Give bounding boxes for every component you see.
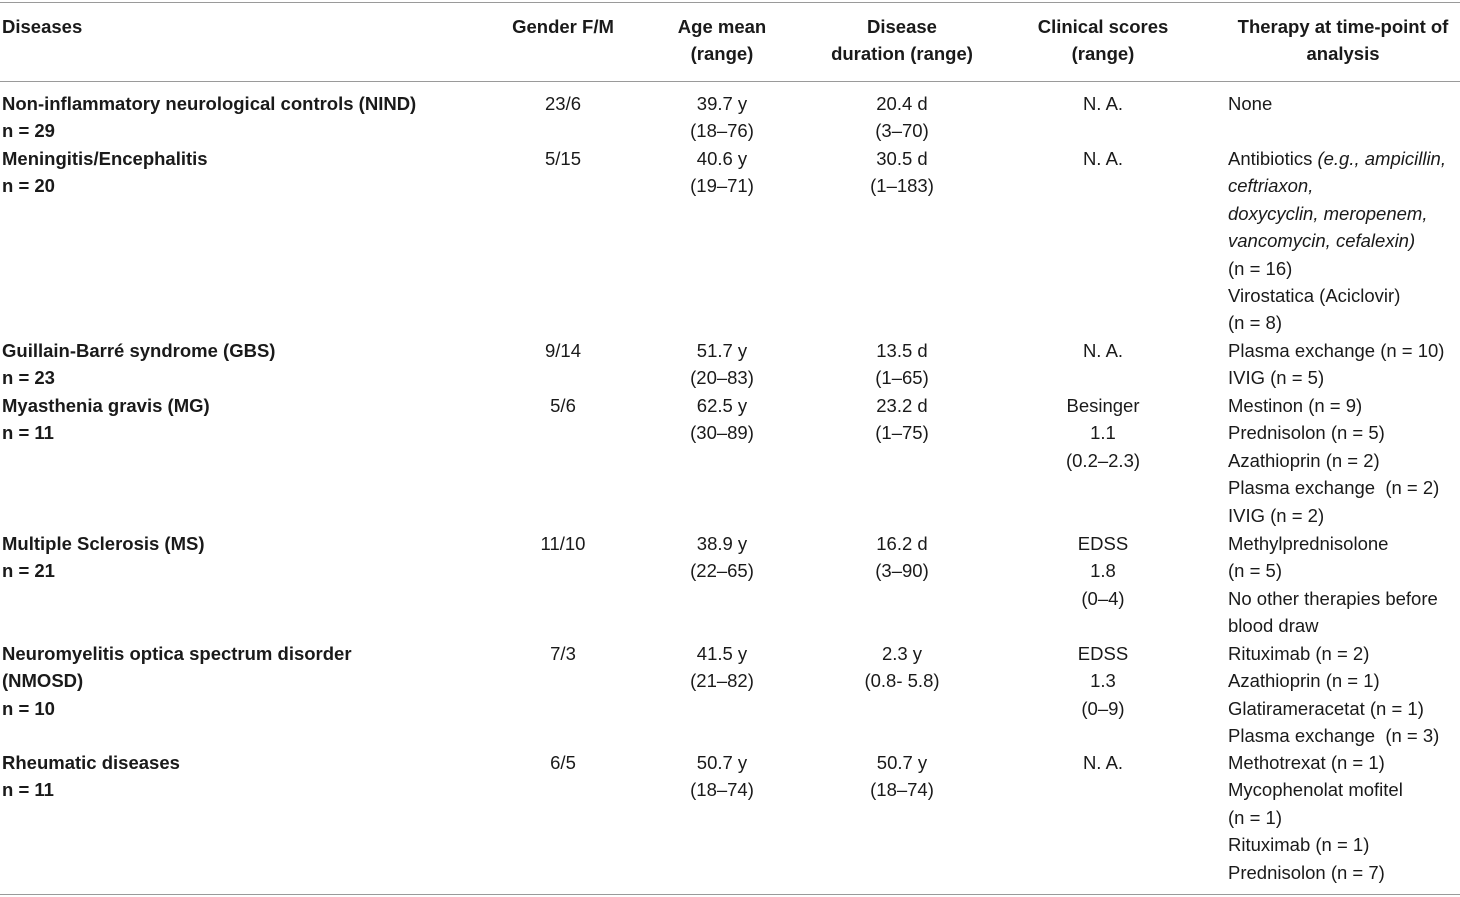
row-rheumatic-therapy: Methotrexat (n = 1) Mycophenolat mofitel (n = 1) Rituximab (n = 1) Prednisolon (n = 7) xyxy=(1228,752,1403,883)
row-nmosd-disease: Neuromyelitis optica spectrum disorder (NMOSD) n = 10 xyxy=(2,643,352,719)
header-duration: Disease duration (range) xyxy=(831,16,973,65)
row-nmosd-gender: 7/3 xyxy=(550,643,576,664)
row-gbs-gender: 9/14 xyxy=(544,340,582,361)
header-clinical-scores: Clinical scores (range) xyxy=(1037,16,1169,65)
row-nmosd-duration: 2.3 y (0.8- 5.8) xyxy=(864,643,940,692)
row-gbs-scores: N. A. xyxy=(1082,340,1124,361)
row-gbs-duration: 13.5 d (1–65) xyxy=(875,340,929,389)
row-nmosd-scores: EDSS 1.3 (0–9) xyxy=(1077,643,1129,719)
row-rheumatic-age: 50.7 y (18–74) xyxy=(690,752,754,801)
row-ms-duration: 16.2 d (3–90) xyxy=(875,533,929,582)
row-meningitis-scores: N. A. xyxy=(1082,148,1124,169)
row-rheumatic-duration: 50.7 y (18–74) xyxy=(870,752,934,801)
row-nind-duration: 20.4 d (3–70) xyxy=(875,93,929,142)
row-ms-disease: Multiple Sclerosis (MS) n = 21 xyxy=(2,533,205,582)
row-gbs-age: 51.7 y (20–83) xyxy=(690,340,754,389)
row-rheumatic-gender: 6/5 xyxy=(550,752,576,773)
row-mg-gender: 5/6 xyxy=(550,395,576,416)
row-rheumatic-disease: Rheumatic diseases n = 11 xyxy=(2,752,180,801)
header-therapy: Therapy at time-point of analysis xyxy=(1237,16,1449,65)
table-bottom-rule xyxy=(0,894,1460,895)
row-meningitis-disease: Meningitis/Encephalitis n = 20 xyxy=(2,148,208,197)
row-nind-therapy: None xyxy=(1228,93,1273,114)
row-mg-scores: Besinger 1.1 (0.2–2.3) xyxy=(1065,395,1141,471)
row-mg-duration: 23.2 d (1–75) xyxy=(875,395,929,444)
row-mg-disease: Myasthenia gravis (MG) n = 11 xyxy=(2,395,210,444)
row-ms-age: 38.9 y (22–65) xyxy=(690,533,754,582)
row-nind-disease: Non-inflammatory neurological controls (NIND) n = 29 xyxy=(2,93,417,142)
row-nind-age: 39.7 y (18–76) xyxy=(690,93,754,142)
row-ms-gender: 11/10 xyxy=(540,533,586,554)
row-meningitis-therapy: Antibiotics (e.g., ampicillin, ceftriaxon, doxycyclin, meropenem, vancomycin, cefalexin) (n = 16) Virostatica (Aciclovir) (n = 8) xyxy=(1228,148,1446,334)
row-nind-gender: 23/6 xyxy=(544,93,582,114)
row-rheumatic-scores: N. A. xyxy=(1082,752,1124,773)
header-diseases: Diseases xyxy=(2,16,83,37)
table-header-rule xyxy=(0,81,1460,82)
row-nmosd-age: 41.5 y (21–82) xyxy=(690,643,754,692)
row-nmosd-therapy: Rituximab (n = 2) Azathioprin (n = 1) Glatirameracetat (n = 1) Plasma exchange (n = 3) xyxy=(1228,643,1440,747)
row-gbs-disease: Guillain-Barré syndrome (GBS) n = 23 xyxy=(2,340,276,389)
row-nind-scores: N. A. xyxy=(1082,93,1124,114)
row-meningitis-duration: 30.5 d (1–183) xyxy=(870,148,934,197)
row-meningitis-gender: 5/15 xyxy=(544,148,582,169)
row-mg-age: 62.5 y (30–89) xyxy=(690,395,754,444)
table-top-rule xyxy=(0,2,1460,3)
row-gbs-therapy: Plasma exchange (n = 10) IVIG (n = 5) xyxy=(1228,340,1445,389)
header-gender: Gender F/M xyxy=(512,16,614,37)
row-ms-therapy: Methylprednisolone (n = 5) No other therapies before blood draw xyxy=(1228,533,1438,637)
row-mg-therapy: Mestinon (n = 9) Prednisolon (n = 5) Azathioprin (n = 2) Plasma exchange (n = 2) IVIG (n = 2) xyxy=(1228,395,1440,526)
header-age: Age mean (range) xyxy=(677,16,767,65)
row-ms-scores: EDSS 1.8 (0–4) xyxy=(1077,533,1129,609)
row-meningitis-age: 40.6 y (19–71) xyxy=(690,148,754,197)
